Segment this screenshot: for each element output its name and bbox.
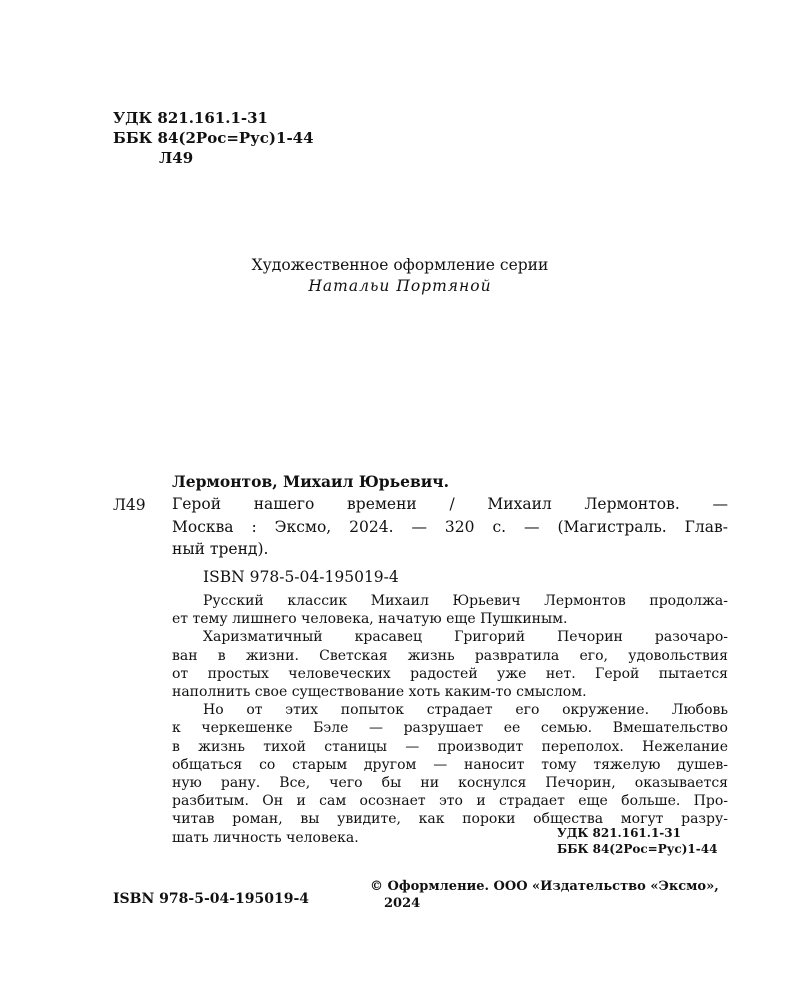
annotation-line: Русский классик Михаил Юрьевич Лермонтов продолжа-	[203, 593, 728, 609]
footer-udk: УДК 821.161.1-31	[557, 826, 681, 840]
annotation-line: в жизнь тихой станицы — производит переполох. Нежелание	[172, 738, 728, 755]
isbn-bibliographic: ISBN 978-5-04-195019-4	[203, 568, 399, 586]
footer-bbk: ББК 84(2Рос=Рус)1-44	[557, 842, 718, 856]
design-credit-person: Натальи Портяной	[308, 277, 492, 295]
bib-line: Герой нашего времени / Михаил Лермонтов. —	[172, 495, 728, 513]
design-credit	[0, 255, 800, 297]
bib-line: Москва : Эксмо, 2024. — 320 с. — (Магистраль. Глав-	[172, 517, 728, 536]
annotation-line: шать личность человека.	[172, 829, 359, 846]
bib-line: ный тренд).	[172, 540, 269, 558]
annotation-line: от простых человеческих радостей уже нет. Герой пытается	[172, 665, 728, 682]
design-credit-title: Художественное оформление серии	[251, 256, 549, 274]
annotation-line: ную рану. Все, чего бы ни коснулся Печорин, оказывается	[172, 775, 728, 792]
footer-classification	[557, 825, 717, 857]
bibliographic-description	[172, 493, 728, 561]
annotation	[172, 592, 728, 847]
udk-code: УДК 821.161.1-31	[113, 109, 268, 127]
author-heading: Лермонтов, Михаил Юрьевич.	[172, 472, 449, 491]
author-mark: Л49	[159, 149, 194, 167]
annotation-line: читав роман, вы увидите, как пороки общества могут разру-	[172, 811, 728, 828]
isbn-footer: ISBN 978-5-04-195019-4	[113, 891, 310, 907]
annotation-line: разбитым. Он и сам осознает это и страдает еще больше. Про-	[172, 793, 728, 810]
classification-block	[113, 108, 314, 168]
author-mark-bib: Л49	[113, 496, 146, 514]
annotation-line: Харизматичный красавец Григорий Печорин разочаро-	[203, 629, 728, 646]
annotation-line: ван в жизни. Светская жизнь развратила его, удовольствия	[172, 647, 728, 664]
copyright-line: © Оформление. ООО «Издательство «Эксмо»,	[370, 879, 719, 894]
annotation-line: Но от этих попыток страдает его окружение. Любовь	[203, 702, 728, 719]
annotation-line: общаться со старым другом — наносит тому тяжелую душев-	[172, 756, 728, 773]
bbk-code: ББК 84(2Рос=Рус)1-44	[113, 129, 314, 147]
annotation-line: ет тему лишнего человека, начатую еще Пушкиным.	[172, 611, 568, 628]
copyright	[370, 878, 719, 912]
annotation-line: к черкешенке Бэле — разрушает ее семью. Вмешательство	[172, 720, 728, 737]
annotation-line: наполнить свое существование хоть каким-то смыслом.	[172, 684, 587, 701]
copyright-year: 2024	[384, 896, 421, 911]
